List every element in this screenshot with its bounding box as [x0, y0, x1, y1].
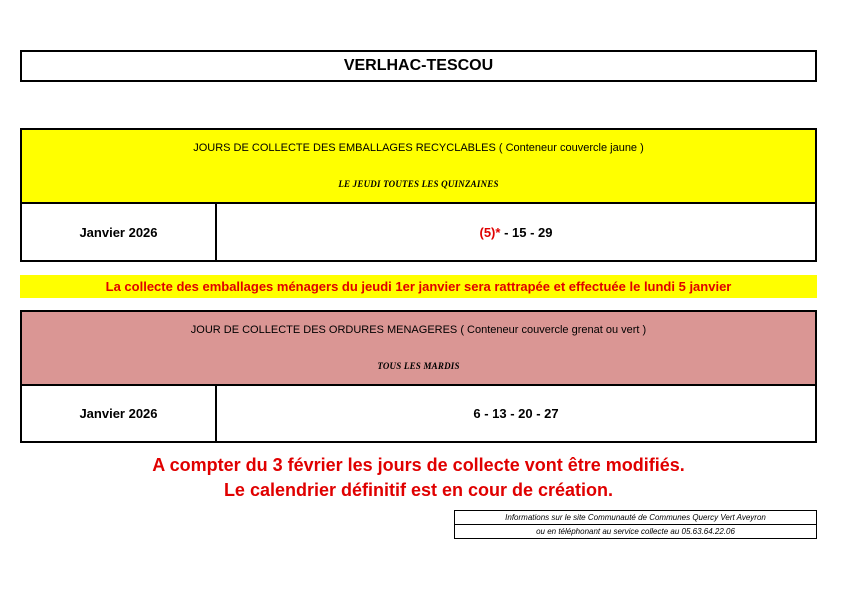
holiday-notice — [20, 275, 817, 298]
ordures-month-cell — [22, 386, 217, 441]
recyclables-dates-cell — [217, 204, 815, 260]
recyclables-schedule-row — [20, 202, 817, 262]
recyclables-date-rescheduled: (5)* — [479, 224, 501, 240]
recyclables-heading-text: JOURS DE COLLECTE DES EMBALLAGES RECYCLABLES ( Conteneur couvercle jaune ) — [193, 141, 644, 154]
recyclables-frequency-text: LE JEUDI TOUTES LES QUINZAINES — [338, 178, 499, 189]
ordures-frequency-text: TOUS LES MARDIS — [377, 360, 460, 371]
info-website-line: Informations sur le site Communauté de Communes Quercy Vert Aveyron — [505, 513, 766, 522]
info-phone-line: ou en téléphonant au service collecte au 05.63.64.22.06 — [455, 524, 816, 538]
page-title — [20, 50, 817, 82]
recyclables-month-cell — [22, 204, 217, 260]
schedule-change-announcement — [20, 453, 817, 503]
announcement-line-1: A compter du 3 février les jours de collecte vont être modifiés. — [152, 455, 685, 475]
announcement-line-2: Le calendrier définitif est en cour de création. — [223, 480, 614, 500]
recyclables-frequency — [20, 165, 817, 204]
ordures-heading-text: JOUR DE COLLECTE DES ORDURES MENAGERES ( Conteneur couvercle grenat ou vert ) — [190, 323, 647, 336]
ordures-frequency — [20, 347, 817, 386]
contact-info-box — [454, 510, 817, 539]
commune-name: VERLHAC-TESCOU — [343, 57, 494, 74]
ordures-heading — [20, 310, 817, 349]
recyclables-heading — [20, 128, 817, 167]
ordures-dates: 6 - 13 - 20 - 27 — [473, 406, 559, 421]
recyclables-month: Janvier 2026 — [79, 224, 158, 240]
ordures-month: Janvier 2026 — [79, 406, 158, 421]
ordures-schedule-row — [20, 384, 817, 443]
recyclables-dates: - 15 - 29 — [500, 224, 553, 240]
holiday-notice-text: La collecte des emballages ménagers du jeudi 1er janvier sera rattrapée et effectuée le lundi 5 janvier — [105, 279, 732, 294]
ordures-dates-cell — [217, 386, 815, 441]
